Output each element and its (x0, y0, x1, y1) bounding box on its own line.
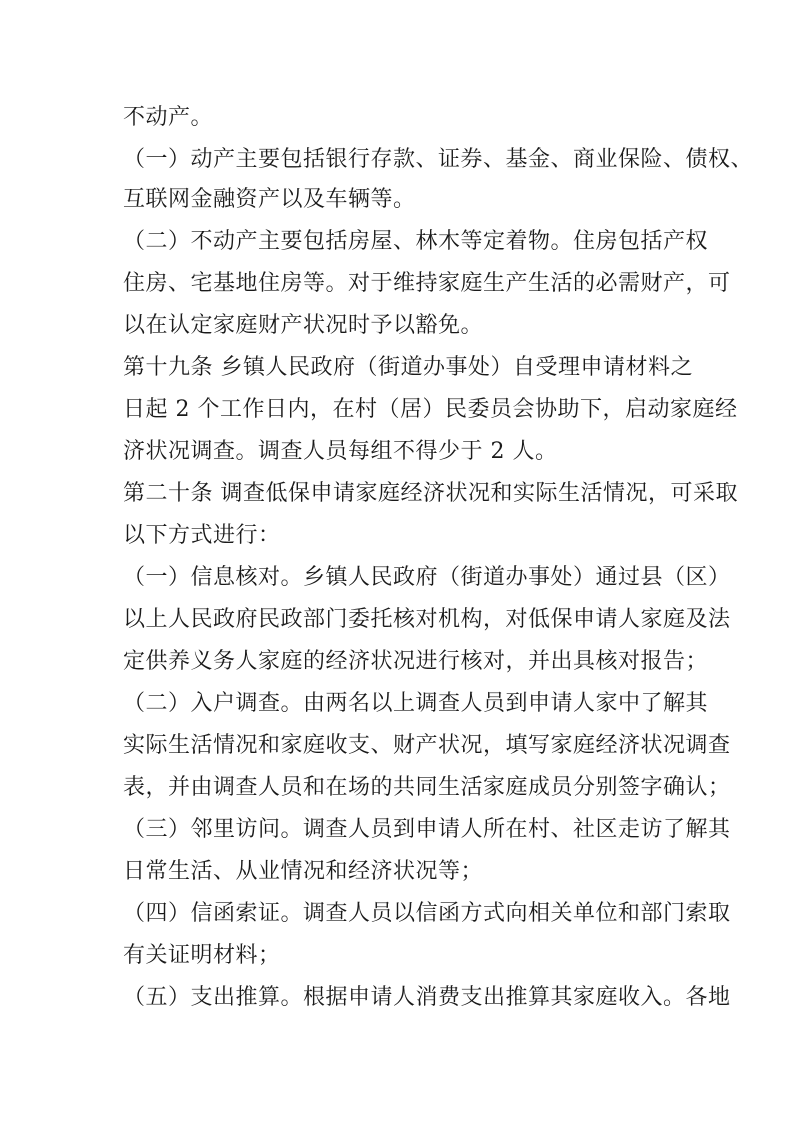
text-line: 互联网金融资产以及车辆等。 (123, 187, 416, 212)
text-line: 不动产。 (123, 105, 214, 130)
text-line: （二）入户调查。由两名以上调查人员到申请人家中了解其 (123, 691, 709, 716)
text-line: 定供养义务人家庭的经济状况进行核对，并出具核对报告； (123, 649, 709, 674)
text-line: （一）信息核对。乡镇人民政府（街道办事处）通过县（区） (123, 565, 731, 590)
text-line: 第十九条 乡镇人民政府（街道办事处）自受理申请材料之 (123, 355, 693, 380)
text-line: 日常生活、从业情况和经济状况等； (123, 859, 484, 884)
text-line: 济状况调查。调查人员每组不得少于 2 人。 (123, 439, 558, 464)
text-line: 第二十条 调查低保申请家庭经济状况和实际生活情况，可采取 (123, 481, 738, 506)
text-line: （一）动产主要包括银行存款、证券、基金、商业保险、债权、 (123, 147, 754, 172)
text-line: （五）支出推算。根据申请人消费支出推算其家庭收入。各地 (123, 985, 731, 1010)
text-line: 住房、宅基地住房等。对于维持家庭生产生活的必需财产，可 (123, 271, 731, 296)
text-line: （二）不动产主要包括房屋、林木等定着物。住房包括产权 (123, 229, 709, 254)
text-line: （四）信函索证。调查人员以信函方式向相关单位和部门索取 (123, 901, 731, 926)
text-line: （三）邻里访问。调查人员到申请人所在村、社区走访了解其 (123, 817, 731, 842)
text-line: 日起 2 个工作日内，在村（居）民委员会协助下，启动家庭经 (123, 397, 738, 422)
text-line: 实际生活情况和家庭收支、财产状况，填写家庭经济状况调查 (123, 733, 731, 758)
text-line: 以在认定家庭财产状况时予以豁免。 (123, 313, 484, 338)
text-line: 有关证明材料； (123, 943, 281, 968)
text-line: 表，并由调查人员和在场的共同生活家庭成员分别签字确认； (123, 775, 731, 800)
text-line: 以上人民政府民政部门委托核对机构，对低保申请人家庭及法 (123, 607, 731, 632)
text-line: 以下方式进行： (123, 523, 281, 548)
